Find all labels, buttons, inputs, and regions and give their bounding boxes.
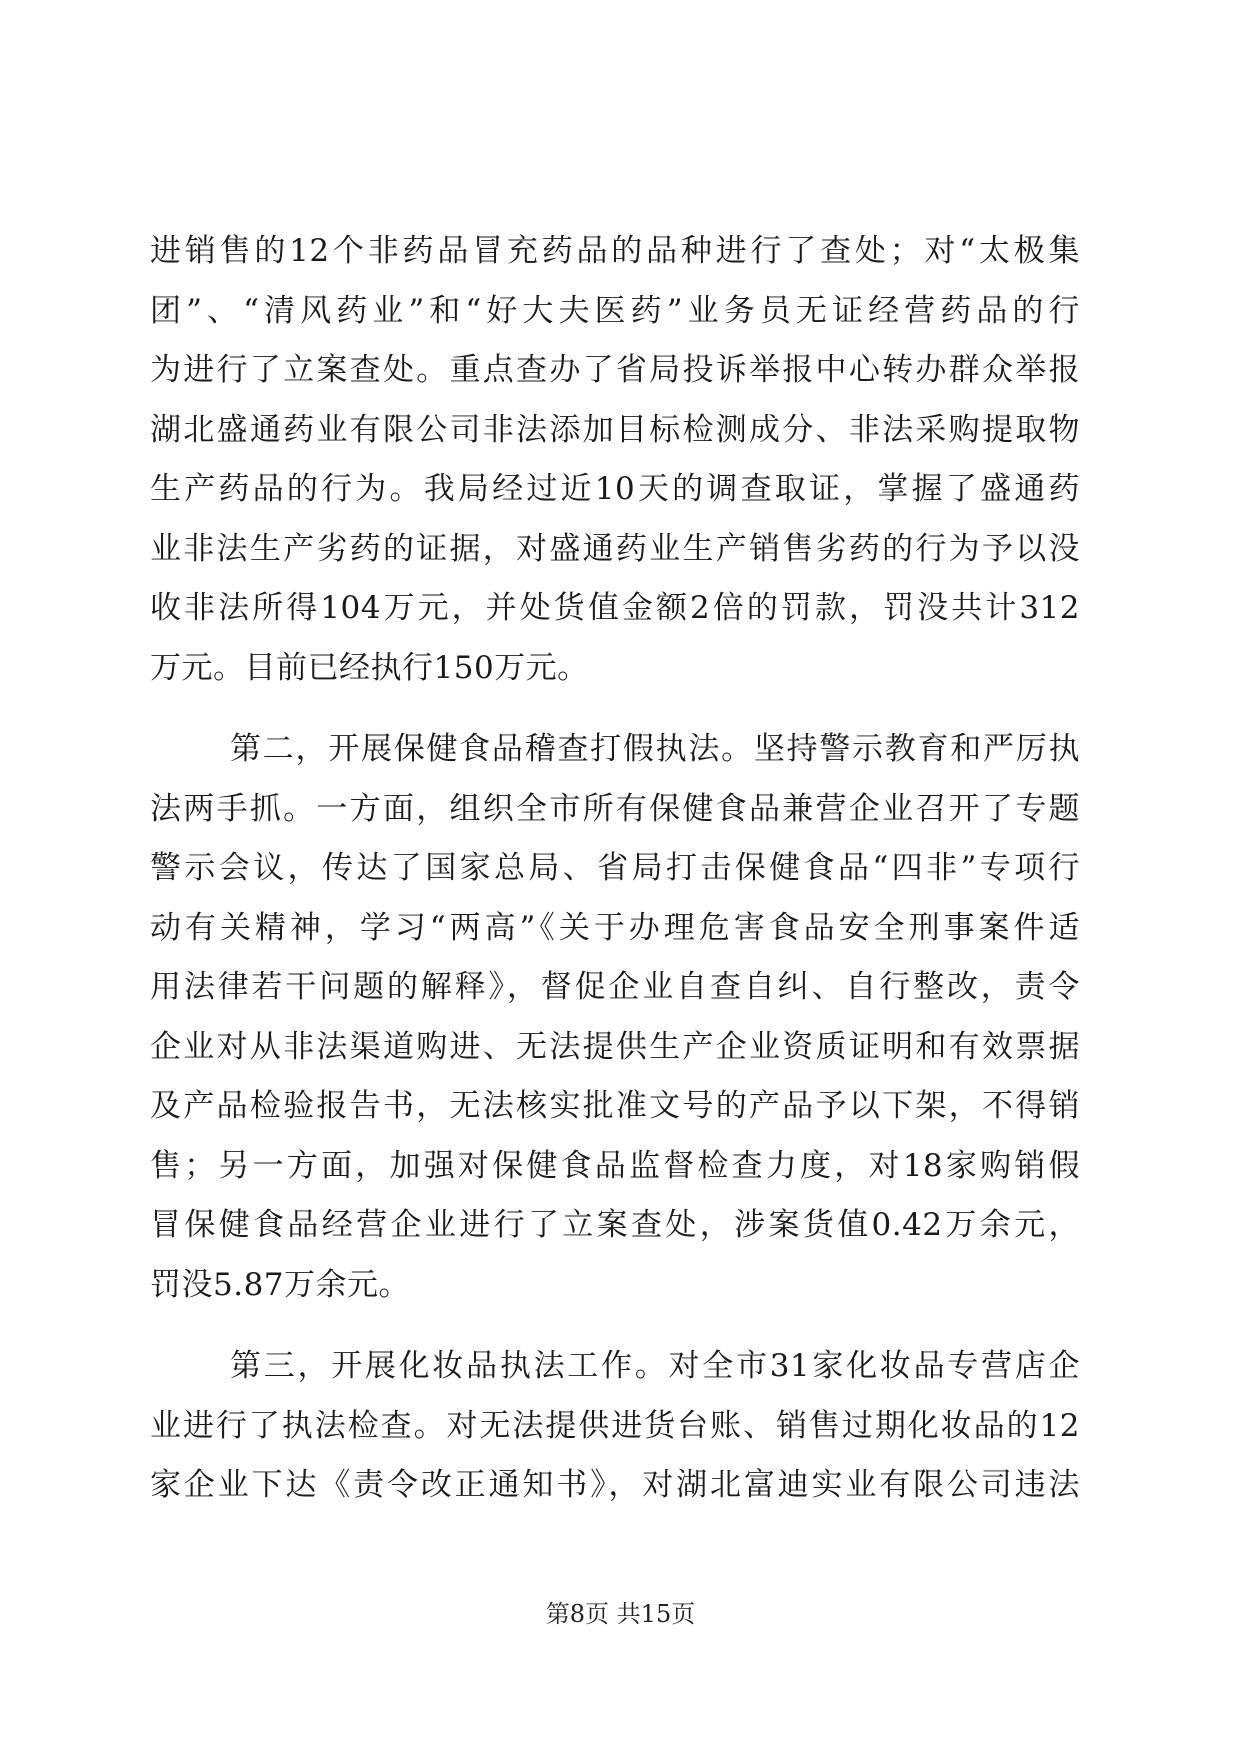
text-line: 业进行了执法检查。对无法提供进货台账、销售过期化妆品的12 <box>150 1407 1080 1444</box>
text-line: 动有关精神，学习“两高”《关于办理危害食品安全刑事案件适 <box>150 909 1080 946</box>
text-line: 为进行了立案查处。重点查办了省局投诉举报中心转办群众举报 <box>150 352 1080 388</box>
paragraph-gap <box>150 1315 1080 1337</box>
text-line: 业非法生产劣药的证据，对盛通药业生产销售劣药的行为予以没 <box>150 530 1080 567</box>
text-line: 售；另一方面，加强对保健食品监督检查力度，对18家购销假 <box>150 1147 1080 1184</box>
text-line: 警示会议，传达了国家总局、省局打击保健食品“四非”专项行 <box>150 850 1080 886</box>
text-line: 及产品检验报告书，无法核实批准文号的产品予以下架，不得销 <box>150 1088 1080 1124</box>
text-line: 用法律若干问题的解释》，督促企业自查自纠、自行整改，责令 <box>150 969 1080 1005</box>
paragraph-3 <box>150 1337 1080 1516</box>
text-line: 生产药品的行为。我局经过近10天的调查取证，掌握了盛通药 <box>150 471 1080 507</box>
text-line: 进销售的12个非药品冒充药品的品种进行了查处；对“太极集 <box>150 233 1080 269</box>
text-line: 冒保健食品经营企业进行了立案查处，涉案货值0.42万余元， <box>150 1207 1080 1243</box>
paragraph-1 <box>150 222 1080 698</box>
text-line: 收非法所得104万元，并处货值金额2倍的罚款，罚没共计312 <box>150 590 1080 626</box>
text-line: 团”、“清风药业”和“好大夫医药”业务员无证经营药品的行 <box>150 292 1080 329</box>
text-line: 企业对从非法渠道购进、无法提供生产企业资质证明和有效票据 <box>150 1028 1080 1065</box>
paragraph-gap <box>150 698 1080 720</box>
text-line: 法两手抓。一方面，组织全市所有保健食品兼营企业召开了专题 <box>150 790 1080 827</box>
text-line: 湖北盛通药业有限公司非法添加目标检测成分、非法采购提取物 <box>150 411 1080 448</box>
page-number: 第8页 共15页 <box>545 1600 696 1628</box>
text-line: 第三，开展化妆品执法工作。对全市31家化妆品专营店企 <box>230 1348 1080 1384</box>
paragraph-2 <box>150 720 1080 1315</box>
page-footer <box>0 1594 1241 1629</box>
text-line: 罚没5.87万余元。 <box>150 1266 411 1303</box>
text-line: 家企业下达《责令改正通知书》，对湖北富迪实业有限公司违法 <box>150 1467 1080 1503</box>
text-line: 万元。目前已经执行150万元。 <box>150 649 589 686</box>
text-line: 第二，开展保健食品稽查打假执法。坚持警示教育和严厉执 <box>230 731 1080 767</box>
document-body <box>150 222 1080 1516</box>
